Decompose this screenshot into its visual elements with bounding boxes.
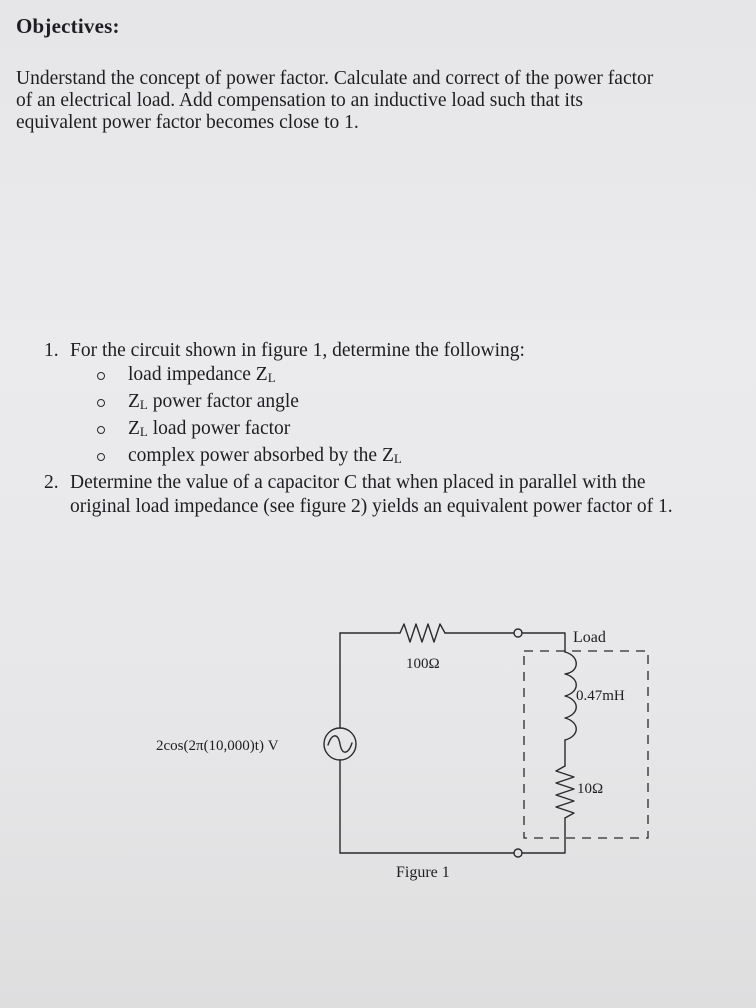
sine-wave-icon bbox=[328, 736, 352, 752]
load-box-dashed bbox=[524, 651, 648, 838]
bullet-subscript: L bbox=[139, 397, 148, 412]
label-load: Load bbox=[573, 629, 606, 646]
question-2 bbox=[44, 471, 734, 495]
label-inductor: 0.47mH bbox=[576, 688, 625, 704]
question-2-line-1: Determine the value of a capacitor C that when placed in parallel with the bbox=[70, 472, 646, 493]
terminal-bottom bbox=[514, 849, 522, 857]
bullet-subscript: L bbox=[393, 451, 402, 466]
bullet-text-pre: complex power absorbed by the Z bbox=[128, 445, 394, 466]
objectives-heading: Objectives: bbox=[16, 14, 120, 38]
bullet-circle-icon bbox=[97, 372, 105, 380]
bullet-power-factor-angle bbox=[44, 390, 734, 417]
objective-line-2: of an electrical load. Add compensation to an inductive load such that its bbox=[16, 90, 583, 111]
label-series-resistor: 100Ω bbox=[406, 656, 440, 672]
bullet-circle-icon bbox=[97, 453, 105, 461]
bullet-text-pre: Z bbox=[128, 391, 140, 412]
objective-line-1: Understand the concept of power factor. Calculate and correct of the power factor bbox=[16, 68, 654, 89]
bullet-load-impedance bbox=[44, 363, 734, 390]
question-2-line-2: original load impedance (see figure 2) yields an equivalent power factor of 1. bbox=[70, 496, 673, 517]
wire-load-bottom bbox=[522, 818, 565, 853]
resistor-series bbox=[400, 624, 445, 642]
question-2-number: 2. bbox=[44, 472, 59, 493]
question-1-bullets bbox=[44, 363, 734, 471]
question-1-text: For the circuit shown in figure 1, determine the following: bbox=[70, 340, 525, 361]
ac-source-icon bbox=[324, 728, 356, 760]
figure-caption: Figure 1 bbox=[396, 864, 450, 881]
question-list bbox=[44, 339, 734, 519]
bullet-text-pre: Z bbox=[128, 418, 140, 439]
resistor-load bbox=[556, 766, 574, 818]
question-1-number: 1. bbox=[44, 340, 59, 361]
bullet-text-pre: load impedance Z bbox=[128, 364, 268, 385]
inductor-coil bbox=[565, 652, 576, 740]
terminal-top bbox=[514, 629, 522, 637]
label-source: 2cos(2π(10,000)t) V bbox=[156, 738, 279, 754]
bullet-text-post: load power factor bbox=[147, 418, 291, 439]
bullet-text-post: power factor angle bbox=[147, 391, 299, 412]
label-load-resistor: 10Ω bbox=[577, 781, 604, 797]
bullet-circle-icon bbox=[97, 399, 105, 407]
bullet-load-power-factor bbox=[44, 417, 734, 444]
objective-paragraph bbox=[16, 68, 741, 134]
bullet-subscript: L bbox=[139, 424, 148, 439]
question-1 bbox=[44, 339, 734, 363]
bullet-subscript: L bbox=[267, 370, 276, 385]
objective-line-3: equivalent power factor becomes close to 1. bbox=[16, 112, 359, 133]
bullet-complex-power bbox=[44, 444, 734, 471]
wire-top-to-load bbox=[522, 633, 565, 652]
bullet-circle-icon bbox=[97, 426, 105, 434]
question-2-continued bbox=[44, 495, 734, 519]
